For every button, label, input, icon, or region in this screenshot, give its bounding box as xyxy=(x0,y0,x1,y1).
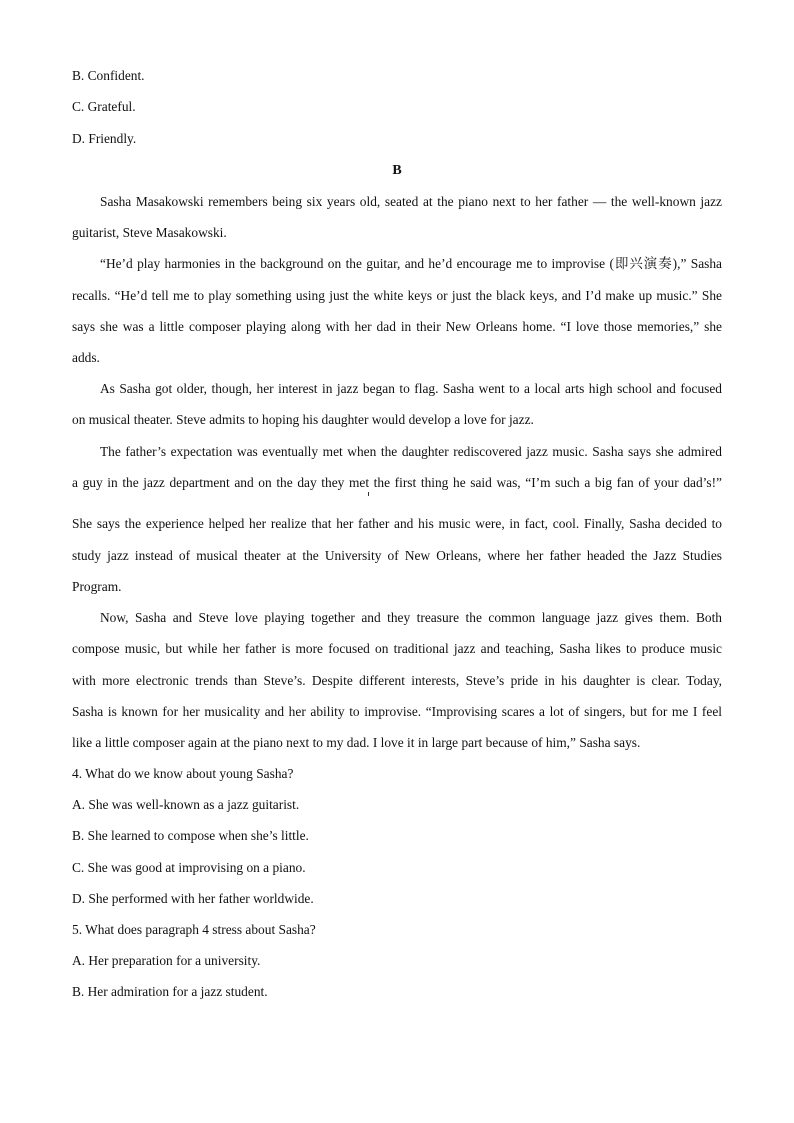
passage-line: Program. xyxy=(72,579,122,594)
prev-option-c: C. Grateful. xyxy=(72,99,136,114)
passage-line: Now, Sasha and Steve love playing together and they treasure the common language jazz gives them. Both xyxy=(100,610,722,625)
question-5: 5. What does paragraph 4 stress about Sasha? xyxy=(72,922,316,937)
passage-line: says she was a little composer playing along with her dad in their New Orleans home. “I love those memories,” she xyxy=(72,319,722,334)
q4-option-c: C. She was good at improvising on a piano. xyxy=(72,860,306,875)
passage-line: As Sasha got older, though, her interest in jazz began to flag. Sasha went to a local arts high school and focused xyxy=(100,381,722,396)
passage-line: compose music, but while her father is more focused on traditional jazz and teaching, Sasha likes to produce music xyxy=(72,641,722,656)
passage-line: The father’s expectation was eventually met when the daughter rediscovered jazz music. Sasha says she admired xyxy=(100,444,722,459)
passage-line: Sasha is known for her musicality and her ability to improvise. “Improvising scares a lot of singers, but for me I feel xyxy=(72,704,722,719)
passage-line: She says the experience helped her realize that her father and his music were, in fact, cool. Finally, Sasha decided to xyxy=(72,516,722,531)
passage-line: “He’d play harmonies in the background on the guitar, and he’d encourage me to improvise (即兴演奏),” Sasha xyxy=(100,256,722,271)
passage-line: on musical theater. Steve admits to hoping his daughter would develop a love for jazz. xyxy=(72,412,534,427)
q5-option-b: B. Her admiration for a jazz student. xyxy=(72,984,268,999)
q4-option-a: A. She was well-known as a jazz guitarist. xyxy=(72,797,300,812)
passage-line: adds. xyxy=(72,350,100,365)
passage-line: Sasha Masakowski remembers being six years old, seated at the piano next to her father — the well-known jazz xyxy=(100,194,722,209)
passage-line: like a little composer again at the piano next to my dad. I love it in large part because of him,” Sasha says. xyxy=(72,735,641,750)
section-title: B xyxy=(392,163,402,178)
question-4: 4. What do we know about young Sasha? xyxy=(72,766,294,781)
passage-line: guitarist, Steve Masakowski. xyxy=(72,225,227,240)
passage-line: study jazz instead of musical theater at the University of New Orleans, where her father headed the Jazz Studies xyxy=(72,548,722,563)
stray-mark xyxy=(368,492,369,496)
prev-option-b: B. Confident. xyxy=(72,68,145,83)
passage-line: a guy in the jazz department and on the day they met the first thing he said was, “I’m such a big fan of your dad’s!” xyxy=(72,475,722,490)
q4-option-d: D. She performed with her father worldwide. xyxy=(72,891,314,906)
passage-line: recalls. “He’d tell me to play something using just the white keys or just the black keys, and I’d make up music.” She xyxy=(72,288,722,303)
q5-option-a: A. Her preparation for a university. xyxy=(72,953,261,968)
q4-option-b: B. She learned to compose when she’s little. xyxy=(72,828,309,843)
passage-line: with more electronic trends than Steve’s. Despite different interests, Steve’s pride in his daughter is clear. Today, xyxy=(72,673,722,688)
prev-option-d: D. Friendly. xyxy=(72,131,137,146)
